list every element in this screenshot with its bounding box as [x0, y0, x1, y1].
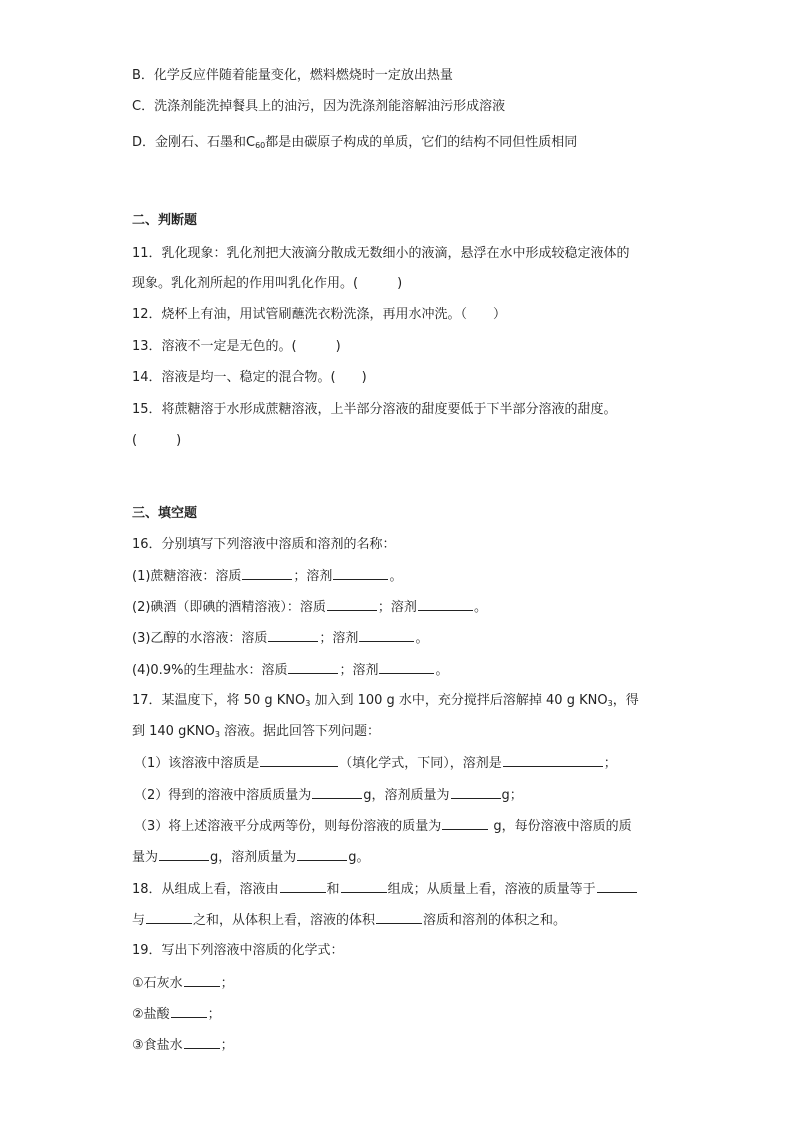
q16: 16．分别填写下列溶液中溶质和溶剂的名称：: [132, 537, 396, 552]
answer-blank[interactable]: [333, 567, 388, 580]
semicolon: ；: [207, 1007, 221, 1022]
q11-line1: 11．乳化现象：乳化剂把大液滴分散成无数细小的液滴，悬浮在水中形成较稳定液体的: [132, 246, 630, 261]
q17-text-e: 溶液。据此回答下列问题：: [219, 724, 381, 739]
q17-3-text-c: 量为: [132, 850, 159, 865]
q18-text-d: 与: [132, 913, 146, 928]
q11-line2: 现象。乳化剂所起的作用叫乳化作用。( ): [132, 276, 403, 291]
q17-2-text-b: g，溶剂质量为: [363, 788, 450, 803]
q16-1: [132, 567, 402, 586]
answer-blank[interactable]: [597, 880, 637, 893]
subscript-3: 3: [607, 699, 613, 708]
q17-2-text-c: g；: [501, 788, 523, 803]
q18-line2: [132, 911, 566, 930]
q17-3-text-e: g。: [348, 850, 370, 865]
subscript-3: 3: [214, 730, 220, 739]
q18-text-c: 组成；从质量上看，溶液的质量等于: [387, 882, 596, 897]
q18-text-f: 溶质和溶剂的体积之和。: [423, 913, 567, 928]
solvent-label: ；溶剂: [293, 569, 333, 584]
answer-blank[interactable]: [280, 880, 326, 893]
answer-blank[interactable]: [184, 1036, 220, 1049]
q16-4-label: (4)0.9%的生理盐水：溶质: [132, 663, 288, 678]
answer-blank[interactable]: [288, 661, 338, 674]
q15-line2: ( ): [132, 433, 182, 448]
q15-line1: 15．将蔗糖溶于水形成蔗糖溶液，上半部分溶液的甜度要低于下半部分溶液的甜度。: [132, 402, 617, 417]
semicolon: ；: [220, 976, 234, 991]
q16-1-label: (1)蔗糖溶液：溶质: [132, 569, 242, 584]
answer-blank[interactable]: [171, 1005, 207, 1018]
answer-blank[interactable]: [312, 786, 362, 799]
option-c: C．洗涤剂能洗掉餐具上的油污，因为洗涤剂能溶解油污形成溶液: [132, 99, 506, 114]
q19: 19．写出下列溶液中溶质的化学式：: [132, 943, 344, 958]
q19-3-label: ③食盐水: [132, 1038, 183, 1053]
answer-blank[interactable]: [260, 754, 338, 767]
q18-text-b: 和: [326, 882, 340, 897]
q16-3-label: (3)乙醇的水溶液：溶质: [132, 631, 268, 646]
answer-blank[interactable]: [268, 629, 318, 642]
option-d-post: 都是由碳原子构成的单质，它们的结构不同但性质相同: [265, 135, 578, 150]
q17-text-d: 到 140 gKNO: [132, 724, 215, 739]
answer-blank[interactable]: [159, 848, 209, 861]
q17-1-text-a: （1）该溶液中溶质是: [134, 756, 260, 771]
end-dot: 。: [473, 600, 487, 615]
q17-2: [134, 786, 523, 805]
q19-3: [132, 1036, 234, 1055]
answer-blank[interactable]: [327, 598, 377, 611]
q16-2: [132, 598, 487, 617]
answer-blank[interactable]: [379, 661, 434, 674]
q13: 13．溶液不一定是无色的。( ): [132, 339, 341, 354]
option-d-pre: D．金刚石、石墨和C: [132, 135, 256, 150]
answer-blank[interactable]: [184, 974, 220, 987]
section-3-title: 三、填空题: [132, 506, 198, 521]
q16-2-label: (2)碘酒（即碘的酒精溶液）：溶质: [132, 600, 326, 615]
answer-blank[interactable]: [341, 880, 387, 893]
option-d-sub: 60: [255, 141, 266, 150]
q19-2-label: ②盐酸: [132, 1007, 170, 1022]
q17-3-text-b: g，每份溶液中溶质的质: [489, 819, 632, 834]
q17-1-text-c: ；: [603, 756, 617, 771]
answer-blank[interactable]: [503, 754, 603, 767]
q14: 14．溶液是均一、稳定的混合物。( ): [132, 370, 367, 385]
option-b: B．化学反应伴随着能量变化，燃料燃烧时一定放出热量: [132, 68, 453, 83]
q19-2: [132, 1005, 221, 1024]
end-dot: 。: [389, 569, 403, 584]
answer-blank[interactable]: [242, 567, 292, 580]
solvent-label: ；溶剂: [319, 631, 359, 646]
end-dot: 。: [435, 663, 449, 678]
answer-blank[interactable]: [442, 817, 488, 830]
semicolon: ；: [220, 1038, 234, 1053]
q17-text-c: ，得: [612, 693, 639, 708]
q17-text-b: 加入到 100 g 水中，充分搅拌后溶解掉 40 g KNO: [310, 693, 608, 708]
q18-text-e: 之和，从体积上看，溶液的体积: [193, 913, 376, 928]
q12: 12．烧杯上有油，用试管刷蘸洗衣粉洗涤，再用水冲洗。（ ）: [132, 307, 507, 322]
option-d: [132, 134, 577, 155]
q17-3-line1: [134, 817, 632, 836]
answer-blank[interactable]: [451, 786, 501, 799]
answer-blank[interactable]: [418, 598, 473, 611]
q17-1: [134, 754, 617, 773]
q17-line2: [132, 723, 380, 744]
q17-3-text-d: g，溶剂质量为: [210, 850, 297, 865]
answer-blank[interactable]: [376, 911, 422, 924]
answer-blank[interactable]: [146, 911, 192, 924]
subscript-3: 3: [305, 699, 311, 708]
q18-line1: [132, 880, 638, 899]
end-dot: 。: [415, 631, 429, 646]
section-2-title: 二、判断题: [132, 213, 198, 228]
q17-line1: [132, 692, 639, 713]
q18-text-a: 18．从组成上看，溶液由: [132, 882, 279, 897]
q17-text-a: 17．某温度下，将 50 g KNO: [132, 693, 306, 708]
q19-1: [132, 974, 234, 993]
q17-2-text-a: （2）得到的溶液中溶质质量为: [134, 788, 312, 803]
q16-4: [132, 661, 448, 680]
q17-3-text-a: （3）将上述溶液平分成两等份，则每份溶液的质量为: [134, 819, 442, 834]
answer-blank[interactable]: [359, 629, 414, 642]
q16-3: [132, 629, 428, 648]
solvent-label: ；溶剂: [377, 600, 417, 615]
answer-blank[interactable]: [297, 848, 347, 861]
solvent-label: ；溶剂: [339, 663, 379, 678]
q19-1-label: ①石灰水: [132, 976, 183, 991]
q17-3-line2: [132, 848, 370, 867]
q17-1-text-b: （填化学式，下同），溶剂是: [339, 756, 502, 771]
